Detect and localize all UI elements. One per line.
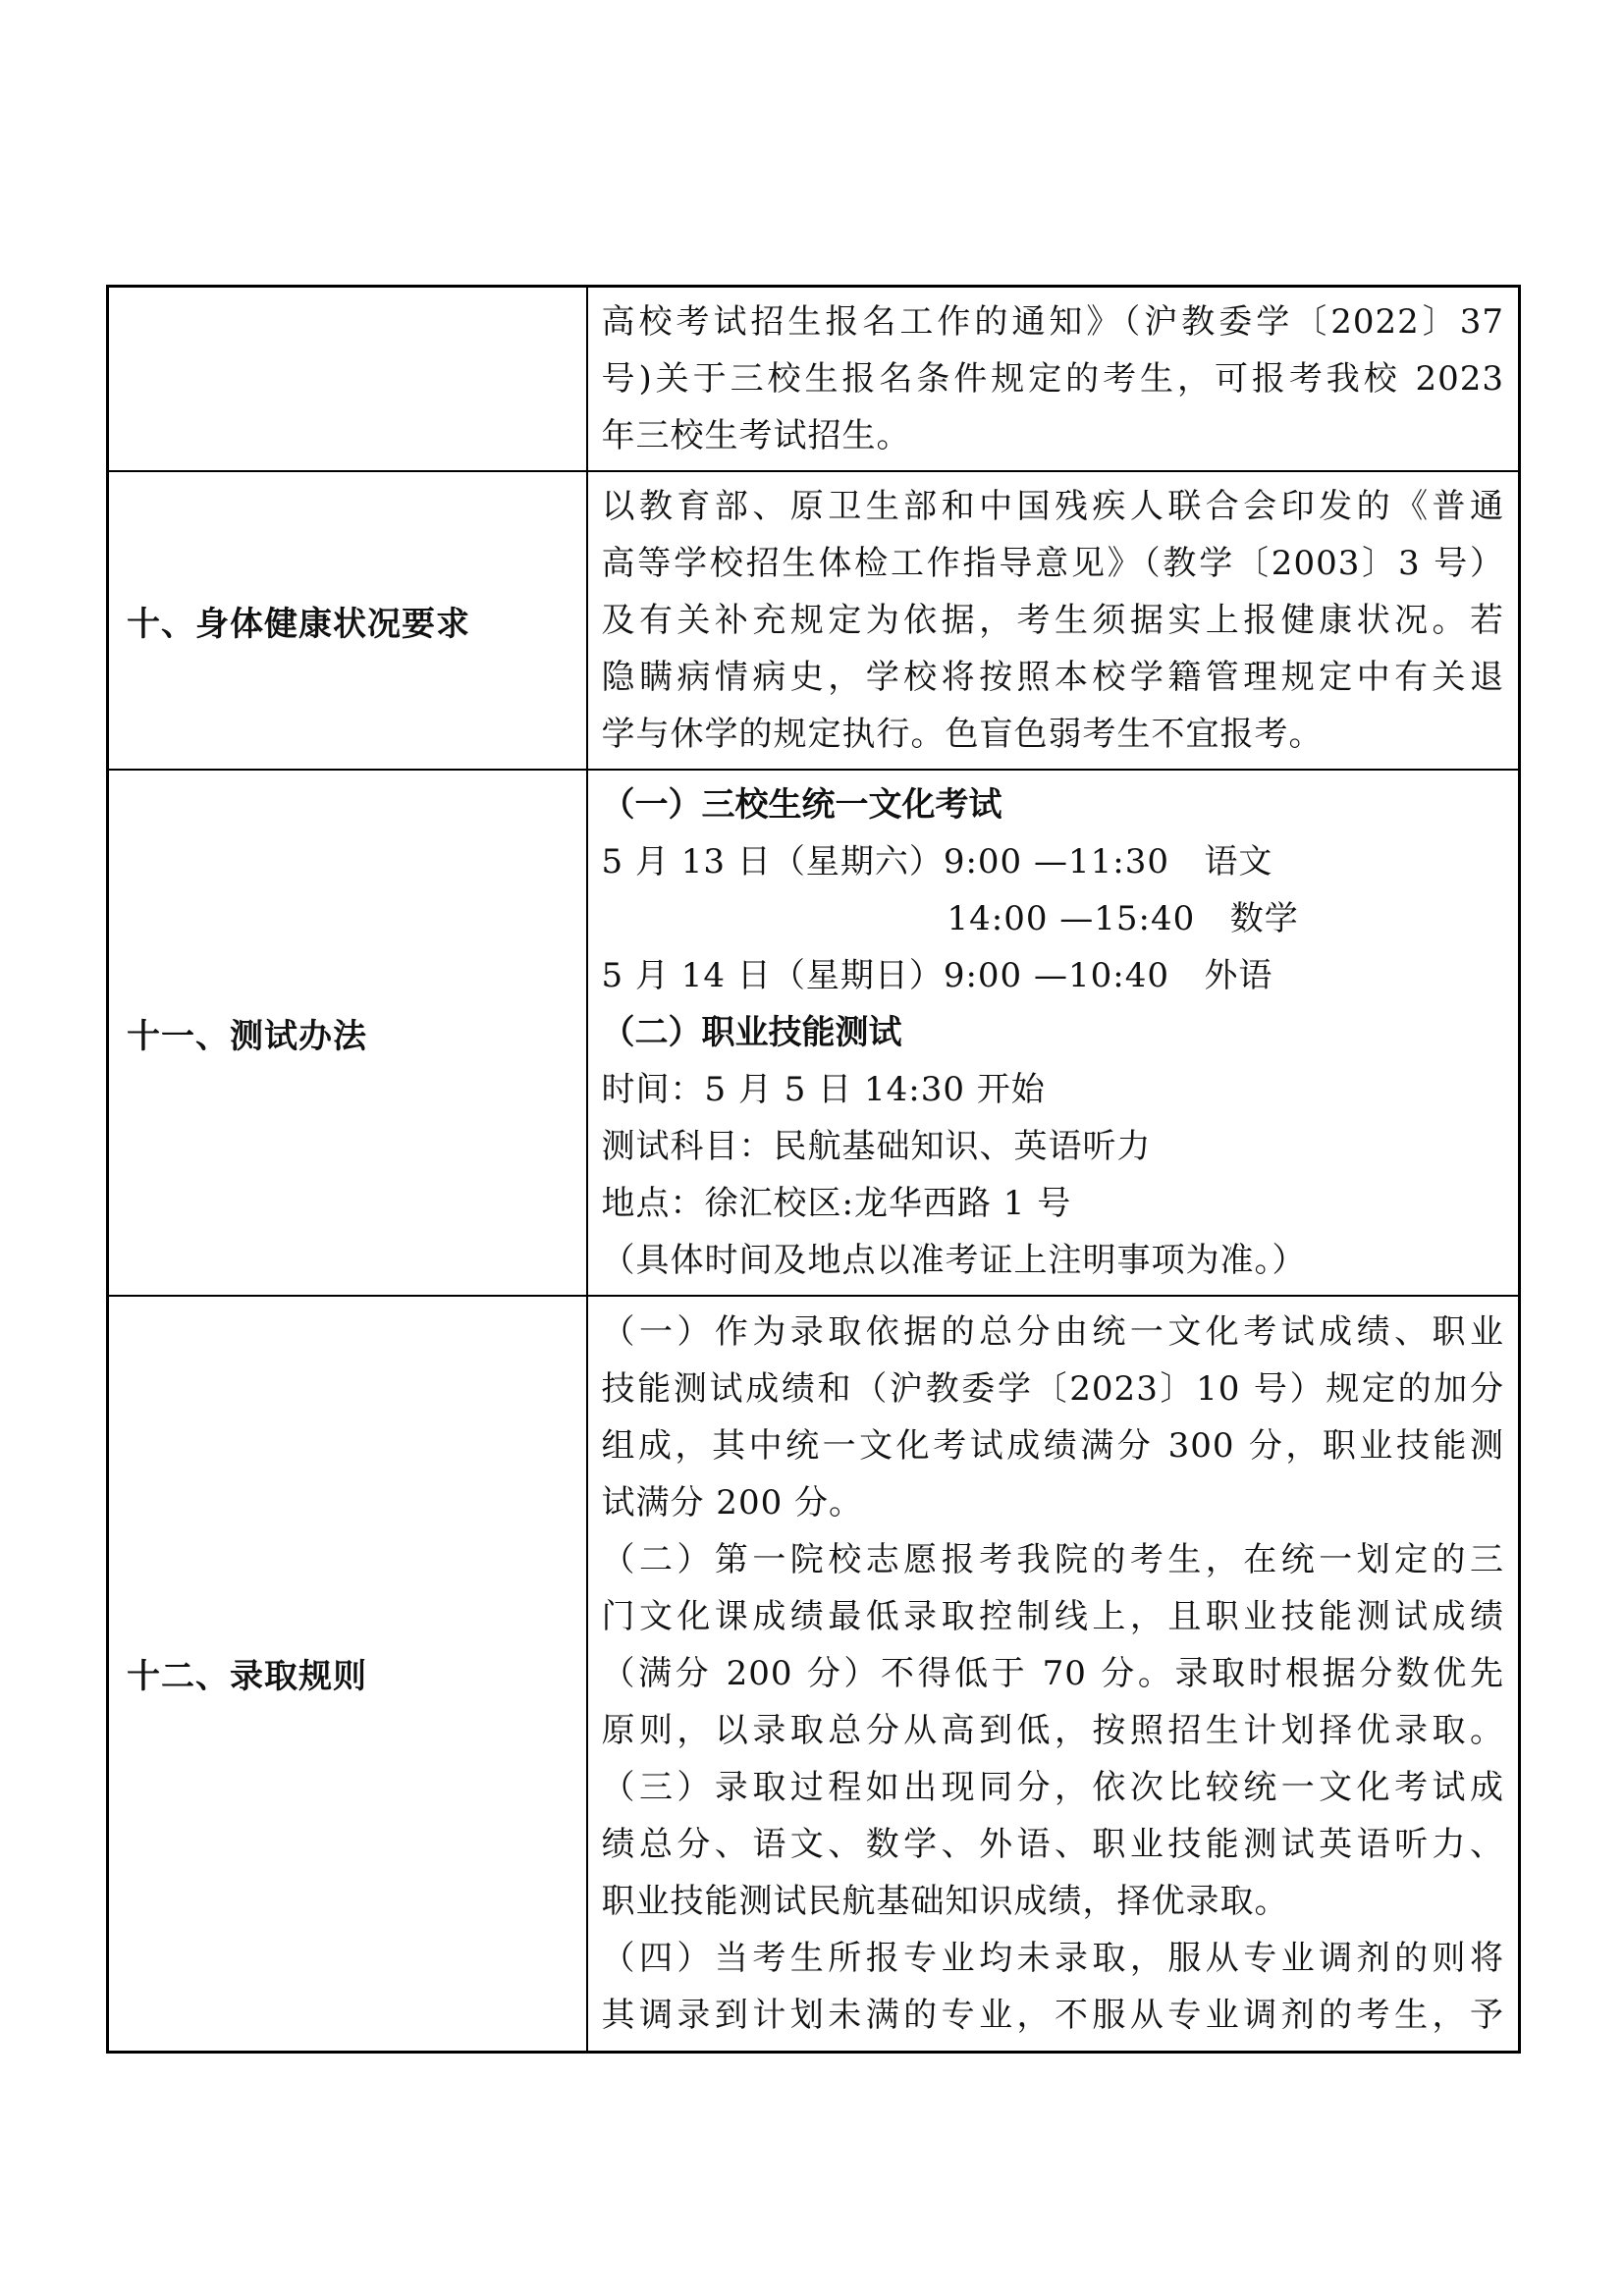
text-line: 年三校生考试招生。 xyxy=(601,416,911,455)
text-line: 技能测试成绩和（沪教委学〔2023〕10 号）规定的加分 xyxy=(601,1368,1504,1409)
skill-test-subjects: 测试科目：民航基础知识、英语听力 xyxy=(601,1127,1152,1166)
text-line: 隐瞒病情病史，学校将按照本校学籍管理规定中有关退 xyxy=(601,658,1504,697)
row-content xyxy=(587,287,1520,472)
text-line: 门文化课成绩最低录取控制线上，且职业技能测试成绩 xyxy=(601,1596,1504,1636)
section-heading-skill-test: （二）职业技能测试 xyxy=(601,1013,902,1052)
table-row xyxy=(108,287,1520,472)
row-label-health: 十、身体健康状况要求 xyxy=(108,471,587,770)
text-line: 其调录到计划未满的专业，不服从专业调剂的考生，予 xyxy=(601,1995,1504,2035)
row-content-admission-rules xyxy=(587,1296,1520,2052)
row-content-test-method xyxy=(587,770,1520,1296)
table-row xyxy=(108,770,1520,1296)
exam-schedule-line: 5 月 13 日（星期六）9:00 —11:30 语文 xyxy=(601,842,1273,881)
row-label-admission-rules: 十二、录取规则 xyxy=(108,1296,587,2052)
text-line: （四）当考生所报专业均未录取，服从专业调剂的则将 xyxy=(601,1938,1504,1978)
text-line: 学与休学的规定执行。色盲色弱考生不宜报考。 xyxy=(601,715,1324,754)
text-line: （一）作为录取依据的总分由统一文化考试成绩、职业 xyxy=(601,1311,1504,1352)
text-line: 以教育部、原卫生部和中国残疾人联合会印发的《普通 xyxy=(601,487,1504,526)
text-line: （三）录取过程如出现同分，依次比较统一文化考试成 xyxy=(601,1767,1504,1807)
text-line: 号)关于三校生报名条件规定的考生，可报考我校 2023 xyxy=(601,359,1504,399)
text-line: 组成，其中统一文化考试成绩满分 300 分，职业技能测 xyxy=(601,1425,1504,1466)
skill-test-note: （具体时间及地点以准考证上注明事项为准。） xyxy=(601,1241,1307,1280)
skill-test-time: 时间：5 月 5 日 14:30 开始 xyxy=(601,1070,1046,1109)
text-line: （满分 200 分）不得低于 70 分。录取时根据分数优先 xyxy=(601,1653,1504,1693)
row-content-health xyxy=(587,471,1520,770)
exam-schedule-line: 5 月 14 日（星期日）9:00 —10:40 外语 xyxy=(601,956,1273,995)
row-label xyxy=(108,287,587,472)
text-line: （二）第一院校志愿报考我院的考生，在统一划定的三 xyxy=(601,1539,1504,1579)
text-line: 绩总分、语文、数学、外语、职业技能测试英语听力、 xyxy=(601,1824,1504,1864)
text-line: 及有关补充规定为依据，考生须据实上报健康状况。若 xyxy=(601,601,1504,640)
text-line: 试满分 200 分。 xyxy=(601,1482,864,1522)
text-line: 高等学校招生体检工作指导意见》（教学〔2003〕3 号） xyxy=(601,544,1504,583)
text-line: 原则，以录取总分从高到低，按照招生计划择优录取。 xyxy=(601,1710,1504,1750)
text-line: 职业技能测试民航基础知识成绩，择优录取。 xyxy=(601,1881,1289,1921)
exam-schedule-line: 14:00 —15:40 数学 xyxy=(947,899,1299,938)
row-label-test-method: 十一、测试办法 xyxy=(108,770,587,1296)
table-row xyxy=(108,1296,1520,2052)
section-heading-culture-exam: （一）三校生统一文化考试 xyxy=(601,785,1002,825)
text-line: 高校考试招生报名工作的通知》（沪教委学〔2022〕37 xyxy=(601,302,1504,342)
skill-test-location: 地点：徐汇校区:龙华西路 1 号 xyxy=(601,1184,1072,1223)
requirements-table xyxy=(106,285,1521,2054)
table-row xyxy=(108,471,1520,770)
